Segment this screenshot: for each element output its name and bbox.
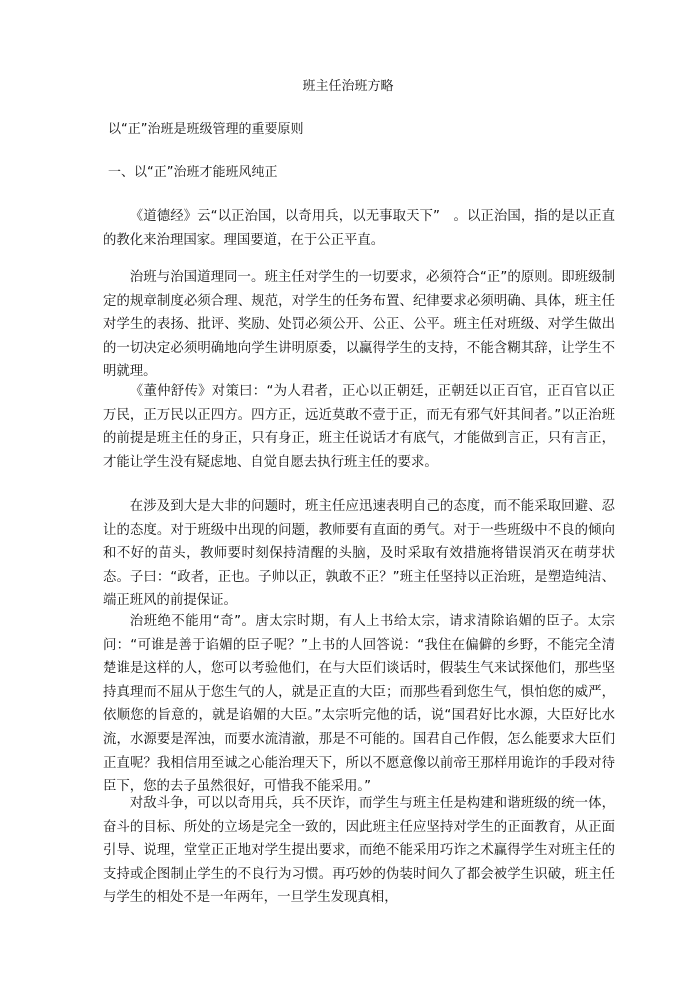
section-heading-one: 一、以“正”治班才能班风纯正 (108, 165, 278, 180)
paragraph-dongzhongshu: 《董仲舒传》对策曰：“为人君者，正心以正朝廷，正朝廷以正百官，正百官以正万民，正万民以正四方。四方正，远近莫敢不壹于正，而无有邪气奸其间者。”以正治班的前提是班主任的身正，只有身正，班主任说话才有底气，才能做到言正，只有言正，才能让学生没有疑虑地、自觉自愿去执行班主任的要求。 (103, 384, 615, 470)
paragraph-daodejing: 《道德经》云“以正治国，以奇用兵，以无事取天下” 。以正治国，指的是以正直的教化来治理国家。理国要道，在于公正平直。 (103, 209, 615, 248)
paragraph-dui-di-douzheng: 对敌斗争，可以以奇用兵，兵不厌诈，而学生与班主任是构建和谐班级的统一体，奋斗的目标、所处的立场是完全一致的，因此班主任应坚持对学生的正面教育，从正面引导、说理，堂堂正正地对学生提出要求，而绝不能采用巧诈之术赢得学生对班主任的支持或企图制止学生的不良行为习惯。再巧妙的伪装时间久了都会被学生识破，班主任与学生的相处不是一年两年，一旦学生发现真相， (103, 796, 615, 906)
paragraph-zhiban-zhiguo: 治班与治国道理同一。班主任对学生的一切要求，必须符合“正”的原则。即班级制定的规章制度必须合理、规范，对学生的任务布置、纪律要求必须明确、具体，班主任对学生的表扬、批评、奖励、处罚必须公开、公正、公平。班主任对班级、对学生做出的一切决定必须明确地向学生讲明原委，以赢得学生的支持，不能含糊其辞，让学生不明就理。 (103, 270, 615, 380)
paragraph-tang-taizong: 治班绝不能用“奇”。唐太宗时期，有人上书给太宗，请求清除谄媚的臣子。太宗问：“可谁是善于谄媚的臣子呢？”上书的人回答说：“我住在偏僻的乡野，不能完全清楚谁是这样的人，您可以考验他们，在与大臣们谈话时，假装生气来试探他们，那些坚持真理而不屈从于您生气的人，就是正直的大臣；而那些看到您生气，惧怕您的威严，依顺您的旨意的，就是谄媚的大臣。”太宗听完他的话，说“国君好比水源，大臣好比水流，水源要是浑浊，而要水流清澈，那是不可能的。国君自己作假，怎么能要求大臣们正直呢？我相信用至诚之心能治理天下，所以不愿意像以前帝王那样用诡诈的手段对待臣下，您的去子虽然很好，可惜我不能采用。” (103, 614, 615, 795)
paragraph-dashi-dafei: 在涉及到大是大非的问题时，班主任应迅速表明自己的态度，而不能采取回避、忍让的态度。对于班级中出现的问题，教师要有直面的勇气。对于一些班级中不良的倾向和不好的苗头，教师要时刻保持清醒的头脑，及时采取有效措施将错误消灭在萌芽状态。子曰：“政者，正也。子帅以正，孰敢不正？”班主任坚持以正治班，是塑造纯洁、端正班风的前提保证。 (103, 499, 615, 609)
section-heading-main: 以“正”治班是班级管理的重要原则 (108, 122, 304, 137)
document-title: 班主任治班方略 (302, 79, 394, 94)
